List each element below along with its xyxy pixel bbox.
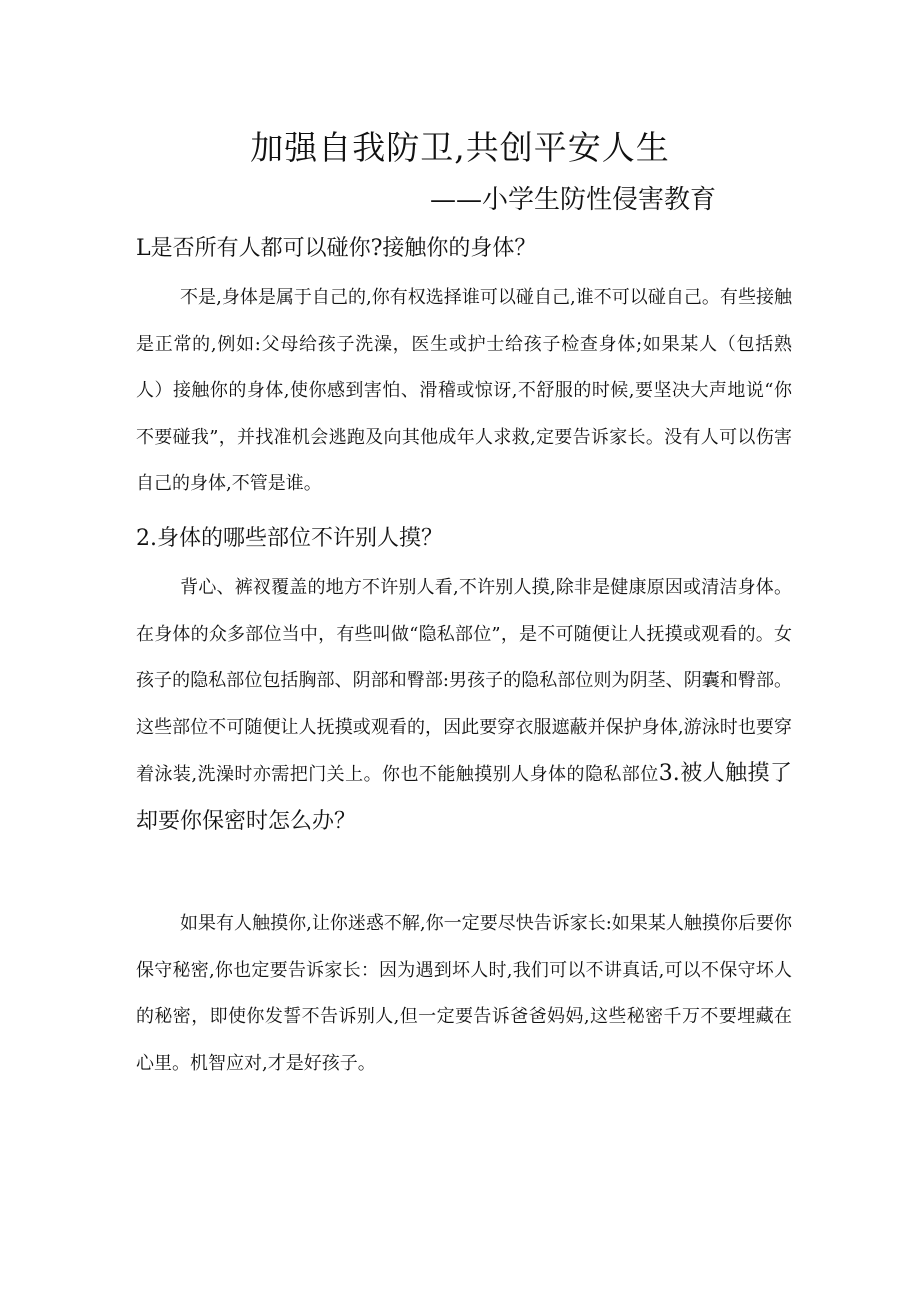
section-1-paragraph	[136, 275, 792, 508]
section-3-heading: 3.被人触摸了却要你保密时怎么办？	[136, 761, 793, 834]
section-2-text: 背心、裤衩覆盖的地方不许别人看,不许别人摸,除非是健康原因或清洁身体。在身体的众多部位当中，有些叫做“隐私部位”，是不可随便让人抚摸或观看的。女孩子的隐私部位包括胸部、阴部和臀部:男孩子的隐私部位则为阴茎、阴囊和臀部。这些部位不可随便让人抚摸或观看的，因此要穿衣服遮蔽并保护身体,游泳时也要穿着泳装,洗澡时亦需把门关上。你也不能触摸别人身体的隐私部位	[136, 577, 792, 785]
section-1-heading: L是否所有人都可以碰你?接触你的身体？	[136, 236, 537, 261]
section-2-paragraph	[136, 565, 792, 846]
document-subtitle: ——小学生防性侵害教育	[430, 185, 717, 215]
section-2-heading: 2.身体的哪些部位不许别人摸？	[136, 526, 443, 551]
section-3-paragraph	[136, 901, 792, 1087]
section-3-text: 如果有人触摸你,让你迷惑不解,你一定要尽快告诉家长:如果某人触摸你后要你保守秘密,你也定要告诉家长：因为遇到坏人时,我们可以不讲真话,可以不保守坏人的秘密，即使你发誓不告诉别人,但一定要告诉爸爸妈妈,这些秘密千万不要埋藏在心里。机智应对,才是好孩子。	[136, 913, 792, 1074]
section-1-text: 不是,身体是属于自己的,你有权选择谁可以碰自己,谁不可以碰自己。有些接触是正常的,例如:父母给孩子洗澡，医生或护士给孩子检查身体;如果某人（包括熟人）接触你的身体,使你感到害怕、滑稽或惊讶,不舒服的时候,要坚决大声地说“你不要碰我”，并找准机会逃跑及向其他成年人求救,定要告诉家长。没有人可以伤害自己的身体,不管是谁。	[136, 287, 792, 494]
document-title: 加强自我防卫,共创平安人生	[250, 128, 670, 167]
